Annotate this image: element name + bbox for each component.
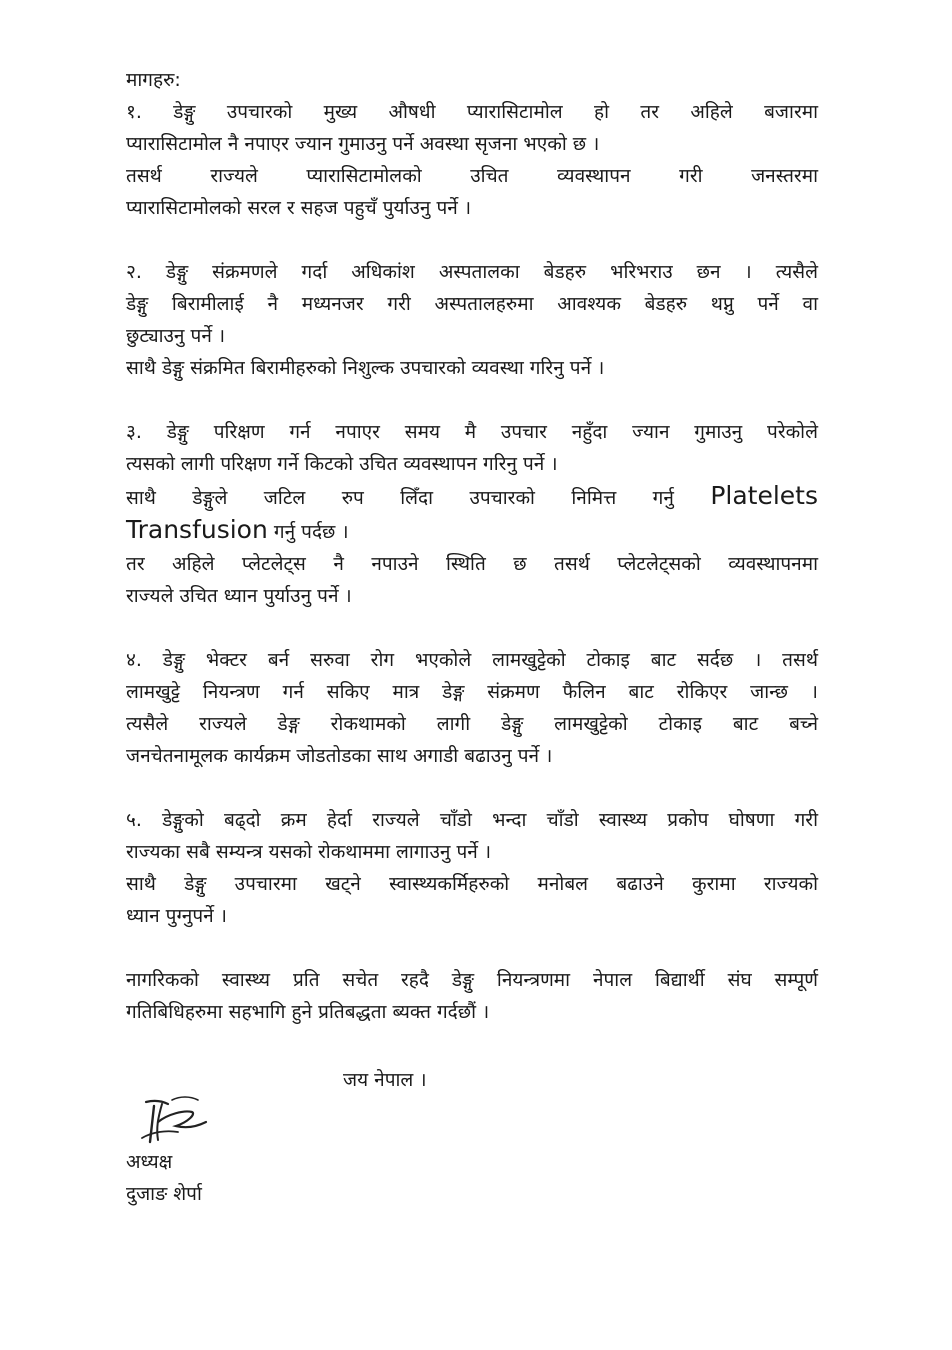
paragraph-spacer (126, 932, 818, 964)
paragraph-line: ४. डेङ्गु भेक्टर बर्न सरुवा रोग भएकोले लामखुट्टेको टोकाइ बाट सर्दछ । तसर्थ (126, 649, 818, 671)
paragraph-line: प्यारासिटामोल नै नपाएर ज्यान गुमाउनु पर्ने अवस्था सृजना भएको छ । (126, 133, 600, 155)
paragraph-line: नागरिकको स्वास्थ्य प्रति सचेत रहदै डेङ्गु नियन्त्रणमा नेपाल बिद्यार्थी संघ सम्पूर्ण (126, 969, 818, 991)
commitment-paragraph (126, 964, 818, 1028)
paragraph-spacer (126, 772, 818, 804)
paragraph-line: २. डेङ्गु संक्रमणले गर्दा अधिकांश अस्पतालका बेडहरु भरिभराउ छन । त्यसैले (126, 261, 818, 283)
paragraph-line: प्यारासिटामोलको सरल र सहज पहुचँ पुर्याउनु पर्ने । (126, 197, 472, 219)
paragraph-line: तसर्थ राज्यले प्यारासिटामोलको उचित व्यवस्थापन गरी जनस्तरमा (126, 165, 818, 187)
paragraph-line: १. डेङ्गु उपचारको मुख्य औषधी प्यारासिटामोल हो तर अहिले बजारमा (126, 101, 818, 123)
paragraph-line: साथै डेङ्गु उपचारमा खट्ने स्वास्थ्यकर्मिहरुको मनोबल बढाउने कुरामा राज्यको (126, 873, 818, 895)
signature-icon (132, 1092, 222, 1148)
signer-name: दुजाङ शेर्पा (126, 1183, 202, 1205)
demand-paragraph-4 (126, 644, 818, 772)
closing-salutation: जय नेपाल । (343, 1069, 427, 1091)
paragraph-line: छुट्याउनु पर्ने । (126, 325, 226, 347)
paragraph-line: त्यसको लागी परिक्षण गर्ने किटको उचित व्यवस्थापन गरिनु पर्ने । (126, 453, 558, 475)
demand-paragraph-1 (126, 96, 818, 224)
signer-block (126, 1146, 202, 1210)
demand-paragraph-2 (126, 256, 818, 384)
paragraph-line: ३. डेङ्गु परिक्षण गर्न नपाएर समय मै उपचार नहुँदा ज्यान गुमाउनु परेकोले (126, 421, 818, 443)
demands-heading: मागहरु: (126, 69, 181, 91)
paragraph-line: ध्यान पुग्नुपर्ने । (126, 905, 227, 927)
document-body (126, 64, 818, 1028)
paragraph-spacer (126, 612, 818, 644)
paragraph-line: डेङ्गु बिरामीलाई नै मध्यनजर गरी अस्पतालहरुमा आवश्यक बेडहरु थप्नु पर्ने वा (126, 293, 818, 315)
paragraph-line: ५. डेङ्गुको बढ्दो क्रम हेर्दा राज्यले चाँडो भन्दा चाँडो स्वास्थ्य प्रकोप घोषणा गरी (126, 809, 818, 831)
paragraph-line: राज्यले उचित ध्यान पुर्याउनु पर्ने । (126, 585, 352, 607)
paragraph-line: गतिबिधिहरुमा सहभागि हुने प्रतिबद्धता ब्यक्त गर्दछौं । (126, 1001, 490, 1023)
paragraph-line: लामखुट्टे नियन्त्रण गर्न सकिए मात्र डेङ्ग संक्रमण फैलिन बाट रोकिएर जान्छ । (126, 681, 818, 703)
paragraph-line: त्यसैले राज्यले डेङ्ग रोकथामको लागी डेङ्गु लामखुट्टेको टोकाइ बाट बच्ने (126, 713, 818, 735)
paragraph-spacer (126, 224, 818, 256)
paragraph-line: जनचेतनामूलक कार्यक्रम जोडतोडका साथ अगाडी बढाउनु पर्ने । (126, 745, 553, 767)
demand-paragraph-5 (126, 804, 818, 932)
paragraph-line: साथै डेङ्गुले जटिल रुप लिँदा उपचारको निमित्त गर्नु Platelets (126, 481, 818, 510)
paragraph-line: Transfusion गर्नु पर्दछ । (126, 515, 349, 544)
paragraph-line: साथै डेङ्गु संक्रमित बिरामीहरुको निशुल्क उपचारको व्यवस्था गरिनु पर्ने । (126, 357, 605, 379)
paragraph-line: राज्यका सबै सम्यन्त्र यसको रोकथाममा लागाउनु पर्ने । (126, 841, 492, 863)
signer-title: अध्यक्ष (126, 1151, 173, 1173)
paragraph-spacer (126, 384, 818, 416)
demand-paragraph-3 (126, 416, 818, 612)
paragraph-line: तर अहिले प्लेटलेट्स नै नपाउने स्थिति छ तसर्थ प्लेटलेट्सको व्यवस्थापनमा (126, 553, 818, 575)
